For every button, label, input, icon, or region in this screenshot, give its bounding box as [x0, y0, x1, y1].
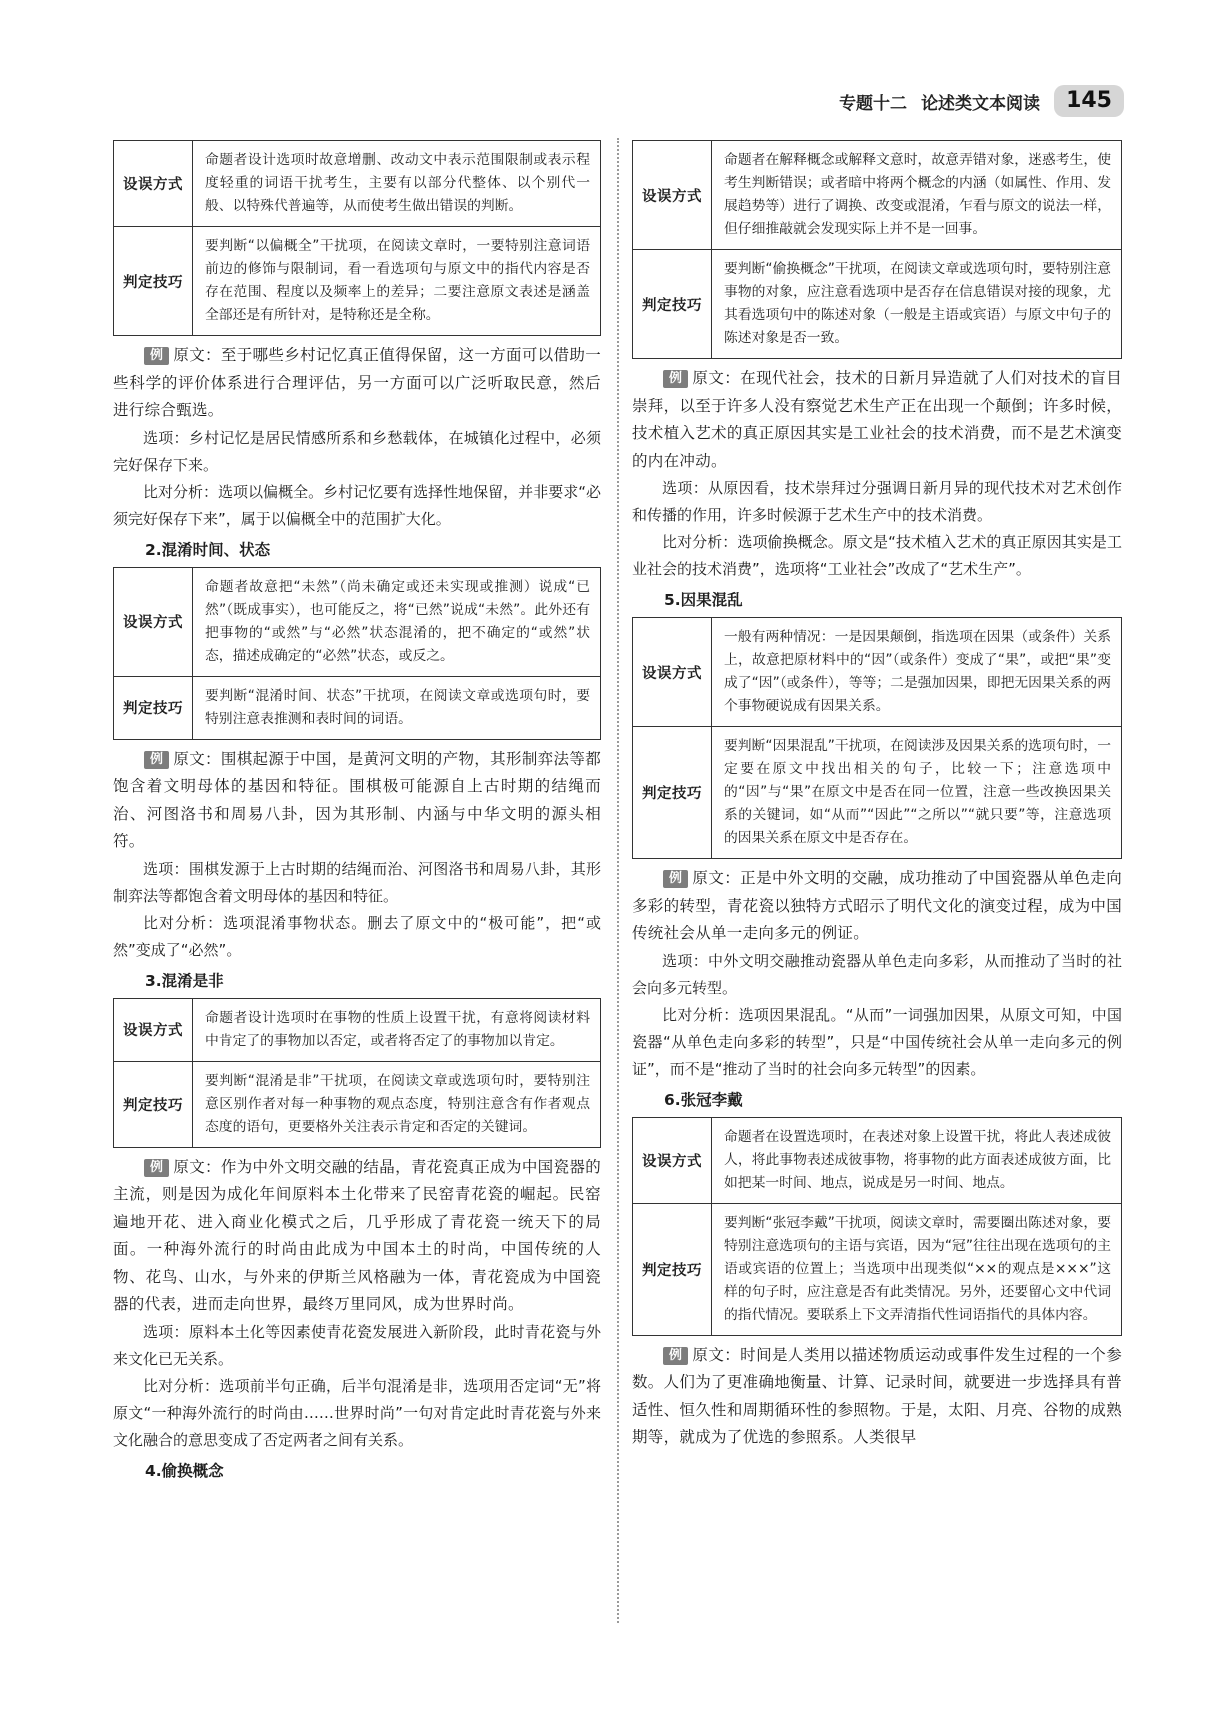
example-original — [632, 365, 1122, 475]
example-analysis: 比对分析：选项因果混乱。“从而”一词强加因果，从原文可知，中国瓷器“从单色走向多彩的转型”，只是“中国传统社会从单一走向多元的例证”，而不是“推动了当时的社会向多元转型”的因素。 — [632, 1005, 1122, 1078]
table-concept-swap — [632, 140, 1122, 359]
judge-text: 要判断“因果混乱”干扰项，在阅读涉及因果关系的选项句时，一定要在原文中找出相关的句子，比较一下；注意选项中的“因”与“果”在原文中是否在同一位置，注意一些改换因果关系的关键词，如“从而”“因此”“之所以”“就只要”等，注意选项的因果关系在原文中是否存在。 — [712, 727, 1122, 859]
example-original-text: 原文：在现代社会，技术的日新月异造就了人们对技术的盲目崇拜，以至于许多人没有察觉艺术生产正在出现一个颠倒；许多时候，技术植入艺术的真正原因其实是工业社会的技术消费，而不是艺术演变的内在冲动。 — [632, 369, 1122, 470]
method-text: 命题者设计选项时在事物的性质上设置干扰，有意将阅读材料中肯定了的事物加以否定，或者将否定了的事物加以肯定。 — [193, 998, 601, 1061]
table-misattribution — [632, 1117, 1122, 1336]
example-original-text: 原文：正是中外文明的交融，成功推动了中国瓷器从单色走向多彩的转型，青花瓷以独特方式昭示了明代文化的演变过程，成为中国传统社会从单一走向多元的例证。 — [632, 869, 1122, 942]
example-tag: 例 — [663, 1347, 688, 1365]
method-text: 命题者在设置选项时，在表述对象上设置干扰，将此人表述成彼人，将此事物表述成彼事物，将事物的此方面表述成彼方面，比如把某一时间、地点，说成是另一时间、地点。 — [712, 1117, 1122, 1203]
example-tag: 例 — [144, 751, 169, 769]
left-column — [113, 138, 601, 1488]
method-text: 一般有两种情况：一是因果颠倒，指选项在因果（或条件）关系上，故意把原材料中的“因”（或条件）变成了“果”，或把“果”变成了“因”（或条件），等等；二是强加因果，即把无因果关系的两个事物硬说成有因果关系。 — [712, 618, 1122, 727]
method-text: 命题者故意把“未然”（尚未确定或还未实现或推测）说成“已然”（既成事实），也可能反之，将“已然”说成“未然”。此外还有把事物的“或然”与“必然”状态混淆的，把不确定的“或然”状态，描述成确定的“必然”状态，或反之。 — [193, 567, 601, 676]
example-tag: 例 — [144, 1159, 169, 1177]
right-column — [632, 138, 1122, 1452]
running-header — [839, 86, 1124, 116]
header-topic: 专题十二 — [839, 93, 908, 114]
example-option: 选项：原料本土化等因素使青花瓷发展进入新阶段，此时青花瓷与外来文化已无关系。 — [113, 1322, 601, 1368]
example-original — [113, 342, 601, 425]
judge-text: 要判断“以偏概全”干扰项，在阅读文章时，一要特别注意词语前边的修饰与限制词，看一看选项句与原文中的指代内容是否存在范围、程度以及频率上的差异；二要注意原文表述是涵盖全部还是有所针对，是特称还是全称。 — [193, 227, 601, 336]
section-heading: 3.混淆是非 — [145, 971, 224, 990]
example-original-text: 原文：至于哪些乡村记忆真正值得保留，这一方面可以借助一些科学的评价体系进行合理评估，另一方面可以广泛听取民意，然后进行综合甄选。 — [113, 346, 601, 419]
example-tag: 例 — [663, 870, 688, 888]
table-time-state — [113, 567, 601, 740]
example-original-text: 原文：围棋起源于中国，是黄河文明的产物，其形制弈法等都饱含着文明母体的基因和特征。围棋极可能源自上古时期的结绳而治、河图洛书和周易八卦，因为其形制、内涵与中华文明的源头相符。 — [113, 749, 601, 850]
label-judge: 判定技巧 — [114, 1061, 193, 1147]
label-method: 设误方式 — [633, 1117, 712, 1203]
example-original — [113, 1154, 601, 1319]
example-tag: 例 — [144, 347, 169, 365]
label-judge: 判定技巧 — [633, 727, 712, 859]
label-judge: 判定技巧 — [114, 227, 193, 336]
method-text: 命题者在解释概念或解释文意时，故意弄错对象，迷惑考生，使考生判断错误；或者暗中将两个概念的内涵（如属性、作用、发展趋势等）进行了调换、改变或混淆，乍看与原文的说法一样，但仔细推敲就会发现实际上并不是一回事。 — [712, 141, 1122, 250]
label-judge: 判定技巧 — [114, 676, 193, 739]
page-number: 145 — [1054, 85, 1124, 117]
section-heading: 6.张冠李戴 — [664, 1090, 743, 1109]
example-original — [632, 865, 1122, 948]
label-judge: 判定技巧 — [633, 250, 712, 359]
judge-text: 要判断“混淆是非”干扰项，在阅读文章或选项句时，要特别注意区别作者对每一种事物的观点态度，特别注意含有作者观点态度的语句，更要格外关注表示肯定和否定的关键词。 — [193, 1061, 601, 1147]
label-method: 设误方式 — [114, 141, 193, 227]
label-method: 设误方式 — [633, 618, 712, 727]
judge-text: 要判断“偷换概念”干扰项，在阅读文章或选项句时，要特别注意事物的对象，应注意看选项中是否存在信息错误对接的现象，尤其看选项句中的陈述对象（一般是主语或宾语）与原文中句子的陈述对象是否一致。 — [712, 250, 1122, 359]
example-option: 选项：从原因看，技术崇拜过分强调日新月异的现代技术对艺术创作和传播的作用，许多时候源于艺术生产中的技术消费。 — [632, 479, 1122, 524]
label-method: 设误方式 — [633, 141, 712, 250]
example-tag: 例 — [663, 370, 688, 388]
example-original — [113, 746, 601, 856]
example-original-text: 原文：时间是人类用以描述物质运动或事件发生过程的一个参数。人们为了更准确地衡量、计算、记录时间，就要进一步选择具有普适性、恒久性和周期循环性的参照物。于是，太阳、月亮、谷物的成熟期等，就成为了优选的参照系。人类很早 — [632, 1345, 1122, 1446]
header-subject: 论述类文本阅读 — [921, 93, 1041, 114]
section-heading: 4.偷换概念 — [145, 1461, 224, 1480]
example-original-text: 原文：作为中外文明交融的结晶，青花瓷真正成为中国瓷器的主流，则是因为成化年间原料本土化带来了民窑青花瓷的崛起。民窑遍地开花、进入商业化模式之后，几乎形成了青花瓷一统天下的局面。一种海外流行的时尚由此成为中国本土的时尚，中国传统的人物、花鸟、山水，与外来的伊斯兰风格融为一体，青花瓷成为中国瓷器的代表，进而走向世界，最终万里同风，成为世界时尚。 — [113, 1157, 601, 1313]
method-text: 命题者设计选项时故意增删、改动文中表示范围限制或表示程度轻重的词语干扰考生，主要有以部分代整体、以个别代一般、以特殊代普遍等，从而使考生做出错误的判断。 — [193, 141, 601, 227]
example-original — [632, 1342, 1122, 1452]
label-method: 设误方式 — [114, 567, 193, 676]
example-analysis: 比对分析：选项前半句正确，后半句混淆是非，选项用否定词“无”将原文“一种海外流行的时尚由……世界时尚”一句对肯定此时青花瓷与外来文化融合的意思变成了否定两者之间有关系。 — [113, 1376, 601, 1449]
label-method: 设误方式 — [114, 998, 193, 1061]
judge-text: 要判断“张冠李戴”干扰项，阅读文章时，需要圈出陈述对象，要特别注意选项句的主语与宾语，因为“冠”往往出现在选项句的主语或宾语的位置上；当选项中出现类似“××的观点是×××”这样的句子时，应注意是否有此类情况。另外，还要留心文中代词的指代情况。要联系上下文弄清指代性词语指代的具体内容。 — [712, 1203, 1122, 1335]
example-option: 选项：中外文明交融推动瓷器从单色走向多彩，从而推动了当时的社会向多元转型。 — [632, 951, 1122, 997]
example-analysis: 比对分析：选项混淆事物状态。删去了原文中的“极可能”，把“或然”变成了“必然”。 — [113, 913, 601, 959]
example-analysis: 比对分析：选项以偏概全。乡村记忆要有选择性地保留，并非要求“必须完好保存下来”，属于以偏概全中的范围扩大化。 — [113, 482, 601, 528]
judge-text: 要判断“混淆时间、状态”干扰项，在阅读文章或选项句时，要特别注意表推测和表时间的词语。 — [193, 676, 601, 739]
table-partial-for-whole — [113, 140, 601, 336]
example-option: 选项：乡村记忆是居民情感所系和乡愁载体，在城镇化过程中，必须完好保存下来。 — [113, 428, 601, 474]
section-heading: 2.混淆时间、状态 — [145, 540, 271, 559]
table-cause-effect — [632, 617, 1122, 859]
label-judge: 判定技巧 — [633, 1203, 712, 1335]
column-divider — [617, 138, 619, 1623]
table-right-wrong — [113, 998, 601, 1148]
example-analysis: 比对分析：选项偷换概念。原文是“技术植入艺术的真正原因其实是工业社会的技术消费”，选项将“工业社会”改成了“艺术生产”。 — [632, 533, 1122, 578]
section-heading: 5.因果混乱 — [664, 591, 743, 609]
example-option: 选项：围棋发源于上古时期的结绳而治、河图洛书和周易八卦，其形制弈法等都饱含着文明母体的基因和特征。 — [113, 859, 601, 905]
